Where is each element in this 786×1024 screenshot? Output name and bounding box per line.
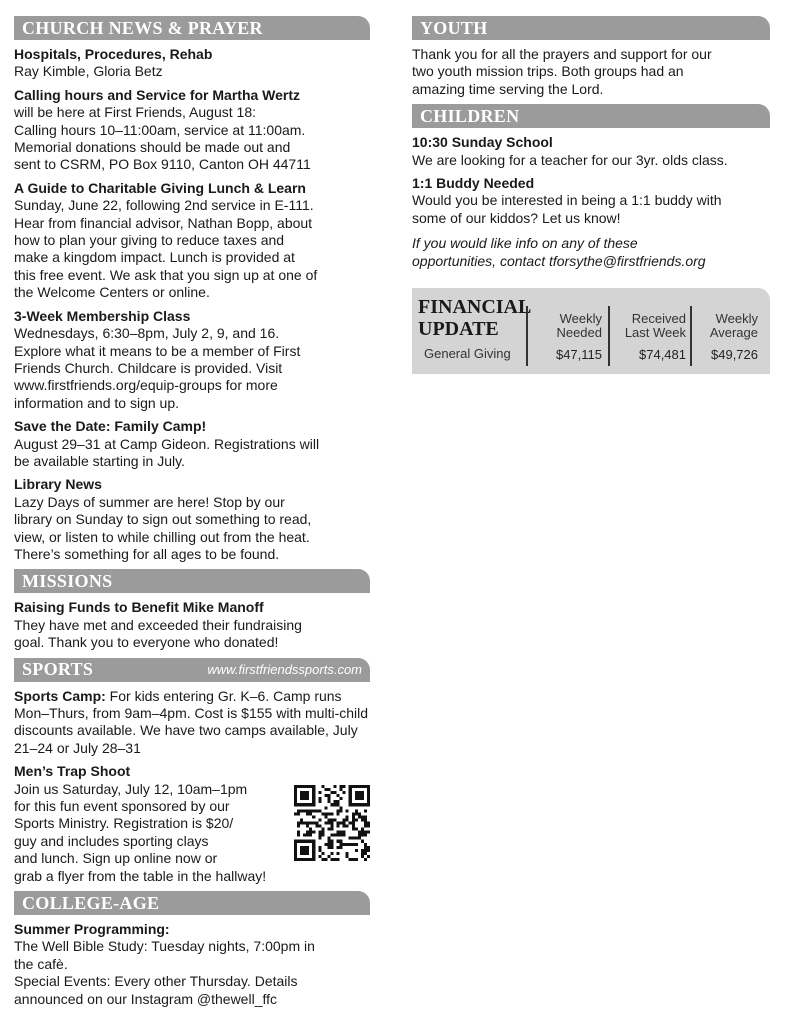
children-section	[412, 104, 770, 270]
missions-item	[14, 599, 370, 651]
church-news-section	[14, 16, 370, 563]
news-item-title: 3-Week Membership Class	[14, 307, 191, 324]
children-item	[412, 134, 770, 169]
news-item-body: Ray Kimble, Gloria Betz	[14, 63, 163, 80]
received-last-week-head	[610, 306, 686, 340]
youth-item	[412, 46, 770, 98]
youth-heading: YOUTH	[420, 17, 488, 38]
col-head-line2: Needed	[556, 325, 602, 341]
children-item-title: 1:1 Buddy Needed	[412, 175, 535, 192]
sports-camp-body: For kids entering Gr. K–6. Camp runs Mon–Thurs, from 9am–4pm. Cost is $155 with multi-child discounts available. We have two camps available, July 21–24 or July 28–31	[14, 687, 369, 756]
missions-section	[14, 569, 370, 651]
news-item	[14, 418, 370, 470]
left-column	[14, 16, 370, 1014]
church-news-heading: CHURCH NEWS & PRAYER	[22, 17, 263, 38]
trap-shoot-body: Join us Saturday, July 12, 10am–1pm for this fun event sponsored by our Sports Ministry. Registration is $20/ guy and includes sporting clays and lunch. Sign up online now or	[14, 780, 248, 867]
sports-camp-item	[14, 688, 370, 758]
children-heading: CHILDREN	[420, 105, 520, 126]
financial-title-line1: FINANCIAL	[418, 296, 532, 319]
col-head-line1: Weekly	[715, 311, 758, 327]
missions-heading: MISSIONS	[22, 570, 113, 591]
news-item-title: Hospitals, Procedures, Rehab	[14, 46, 213, 62]
college-heading: COLLEGE-AGE	[22, 892, 160, 913]
trap-shoot-tail: grab a flyer from the table in the hallway!	[14, 867, 267, 884]
sports-camp-title: Sports Camp:	[14, 687, 106, 704]
general-giving-label: General Giving	[424, 346, 511, 362]
news-item-title: Library News	[14, 476, 102, 493]
sports-section	[14, 658, 370, 885]
weekly-average-column	[690, 306, 762, 366]
missions-item-title: Raising Funds to Benefit Mike Manoff	[14, 599, 264, 616]
sports-header	[14, 658, 370, 682]
children-item-body: We are looking for a teacher for our 3yr. olds class.	[412, 151, 728, 168]
news-item	[14, 87, 370, 174]
col-head-line2: Last Week	[624, 325, 686, 341]
news-item	[14, 46, 370, 81]
youth-item-body: Thank you for all the prayers and support for our two youth mission trips. Both groups had an amazing time serving the Lord.	[412, 46, 712, 97]
news-item	[14, 180, 370, 302]
news-item-body: Sunday, June 22, following 2nd service in E-111. Hear from financial advisor, Nathan Bopp, about how to plan your giving to reduce taxes and make a kingdom impact. Lunch is provided at this free event. We ask that you sign up at one of the Welcome Centers or online.	[14, 197, 318, 301]
right-column	[412, 16, 770, 374]
children-item	[412, 175, 770, 227]
financial-update-box	[412, 288, 770, 374]
news-item-title: Save the Date: Family Camp!	[14, 418, 207, 435]
college-item	[14, 921, 370, 1008]
sports-website-link[interactable]: www.firstfriendssports.com	[207, 662, 362, 678]
children-item-body: Would you be interested in being a 1:1 buddy with some of our kiddos? Let us know!	[412, 192, 722, 226]
youth-section	[412, 16, 770, 98]
trap-shoot-title: Men’s Trap Shoot	[14, 763, 131, 780]
missions-header	[14, 569, 370, 593]
news-item-body: will be here at First Friends, August 18: Calling hours 10–11:00am, service at 11:00am. Memorial donations should be made out and sent to CSRM, PO Box 9110, Canton OH 44711	[14, 104, 311, 173]
weekly-needed-column	[526, 306, 606, 366]
received-last-week-value: $74,481	[639, 347, 686, 363]
col-head-line1: Received	[631, 311, 686, 327]
missions-item-body: They have met and exceeded their fundraising goal. Thank you to everyone who donated!	[14, 616, 302, 651]
col-head-line2: Average	[709, 325, 758, 341]
college-header	[14, 891, 370, 915]
qr-code-icon[interactable]	[294, 785, 370, 861]
received-last-week-column	[608, 306, 690, 366]
col-head-line1: Weekly	[559, 311, 602, 327]
financial-title-line2: UPDATE	[418, 318, 499, 341]
college-item-body: The Well Bible Study: Tuesday nights, 7:00pm in the cafè. Special Events: Every other Thursday. Details announced on our Instagram @thewell_ffc	[14, 938, 315, 1007]
trap-shoot-item	[14, 763, 370, 885]
financial-update-title	[418, 296, 531, 340]
children-item-title: 10:30 Sunday School	[412, 134, 553, 151]
sports-heading: SPORTS	[22, 659, 94, 680]
trap-shoot-content	[14, 781, 370, 868]
church-news-header	[14, 16, 370, 40]
news-item-body: Lazy Days of summer are here! Stop by our library on Sunday to sign out something to read, view, or listen to while chilling out from the heat. There’s something for all ages to be found.	[14, 493, 312, 562]
children-contact-note: If you would like info on any of these opportunities, contact tforsythe@firstfriends.org	[412, 235, 706, 269]
college-item-title: Summer Programming:	[14, 921, 170, 938]
children-header	[412, 104, 770, 128]
news-item	[14, 476, 370, 563]
weekly-average-value: $49,726	[711, 347, 758, 363]
college-section	[14, 891, 370, 1008]
youth-header	[412, 16, 770, 40]
news-item	[14, 308, 370, 412]
weekly-needed-value: $47,115	[555, 347, 602, 363]
news-item-body: Wednesdays, 6:30–8pm, July 2, 9, and 16. Explore what it means to be a member of First Friends Church. Childcare is provided. Visit www.firstfriends.org/equip-groups for more information and to sign up.	[14, 325, 301, 411]
news-item-title: Calling hours and Service for Martha Wertz	[14, 86, 301, 103]
weekly-average-head	[692, 306, 758, 340]
news-item-title: A Guide to Charitable Giving Lunch & Learn	[14, 179, 306, 196]
weekly-needed-head	[528, 306, 602, 340]
news-item-body: August 29–31 at Camp Gideon. Registrations will be available starting in July.	[14, 435, 320, 469]
